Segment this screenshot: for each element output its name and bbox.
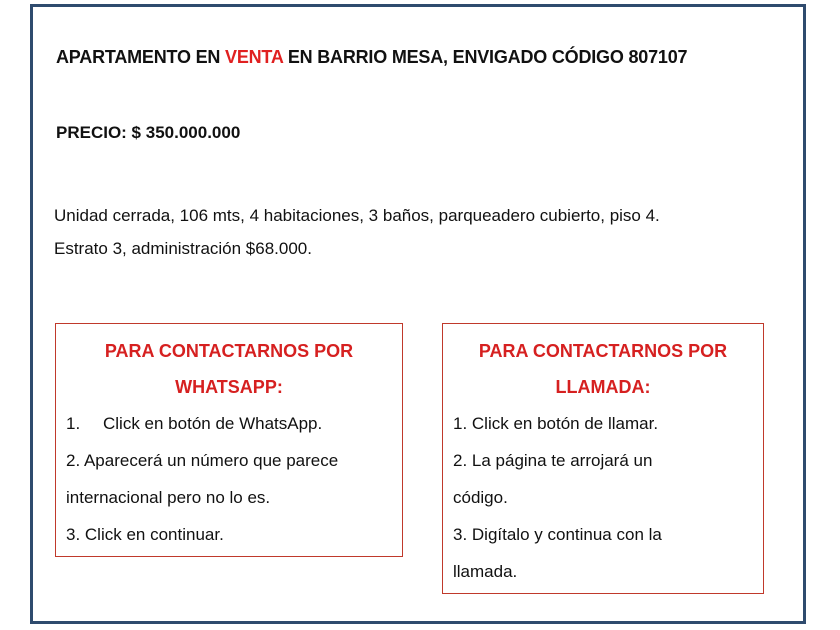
whatsapp-step-1 bbox=[66, 405, 402, 442]
description-line-1: Unidad cerrada, 106 mts, 4 habitaciones, 3 baños, parqueadero cubierto, piso 4. bbox=[54, 206, 660, 225]
whatsapp-step-1-text: Click en botón de WhatsApp. bbox=[103, 414, 323, 433]
call-heading-line-1: PARA CONTACTARNOS POR bbox=[478, 341, 728, 361]
call-step-3a: 3. Digítalo y continua con la bbox=[453, 525, 662, 544]
call-contact-box bbox=[442, 323, 764, 594]
whatsapp-heading-line-1: PARA CONTACTARNOS POR bbox=[104, 341, 354, 361]
title-accent-venta: VENTA bbox=[225, 47, 284, 67]
call-box-heading bbox=[443, 333, 763, 405]
listing-description bbox=[54, 199, 799, 265]
whatsapp-contact-box bbox=[55, 323, 403, 557]
whatsapp-step-2b: internacional pero no lo es. bbox=[66, 488, 271, 507]
title-prefix: APARTAMENTO EN bbox=[56, 47, 226, 67]
call-step-3b: llamada. bbox=[453, 562, 518, 581]
call-step-2b: código. bbox=[453, 488, 508, 507]
whatsapp-step-1-number: 1. bbox=[66, 414, 81, 433]
listing-title bbox=[56, 47, 796, 68]
call-heading-line-2: LLAMADA: bbox=[555, 377, 651, 397]
whatsapp-steps-list bbox=[56, 405, 402, 553]
title-suffix: EN BARRIO MESA, ENVIGADO CÓDIGO 807107 bbox=[283, 47, 688, 67]
whatsapp-heading-line-2: WHATSAPP: bbox=[175, 377, 283, 397]
listing-price: PRECIO: $ 350.000.000 bbox=[56, 123, 241, 142]
whatsapp-box-heading bbox=[56, 333, 402, 405]
whatsapp-step-2a: 2. Aparecerá un número que parece bbox=[66, 451, 339, 470]
call-steps-list bbox=[443, 405, 763, 590]
description-line-2: Estrato 3, administración $68.000. bbox=[54, 239, 312, 258]
call-step-2a: 2. La página te arrojará un bbox=[453, 451, 653, 470]
whatsapp-step-3: 3. Click en continuar. bbox=[66, 525, 224, 544]
call-step-1: 1. Click en botón de llamar. bbox=[453, 414, 659, 433]
